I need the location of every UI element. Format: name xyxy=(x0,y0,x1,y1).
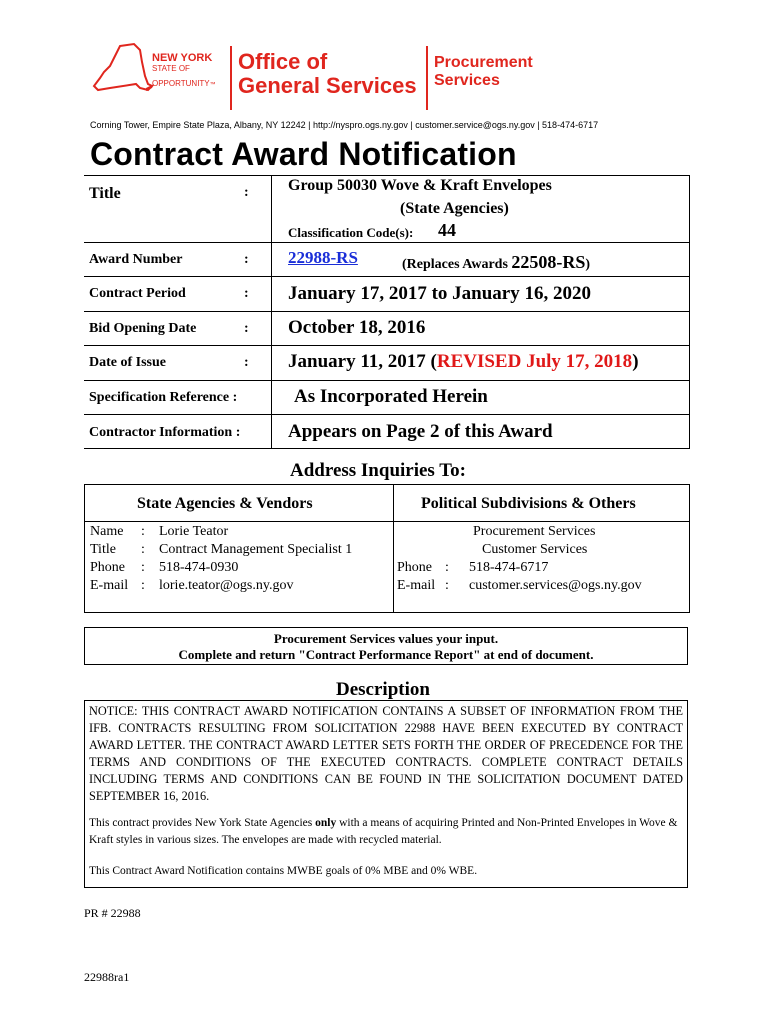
row-date-of-issue xyxy=(84,345,690,381)
row-spec-reference xyxy=(84,380,690,415)
para-text-bold: only xyxy=(315,817,337,829)
contact-phone: 518-474-0930 xyxy=(159,560,239,575)
title-value-line1: Group 50030 Wove & Kraft Envelopes xyxy=(288,177,552,194)
contractor-value: Appears on Page 2 of this Award xyxy=(288,421,553,442)
para-text-b: with a means of acquiring Printed and Non-Printed Envelopes in Wove & Kraft styles in various sizes. The envelopes are made with recycled material. xyxy=(89,817,678,846)
title-value-line2: (State Agencies) xyxy=(400,200,509,217)
right-email[interactable]: customer.services@ogs.ny.gov xyxy=(469,578,642,593)
ny-brand-tm: ™ xyxy=(209,82,216,88)
ny-brand-line3: OPPORTUNITY xyxy=(152,79,210,88)
title-label: Title xyxy=(89,185,121,202)
logo-divider-2 xyxy=(426,46,428,110)
spec-value: As Incorporated Herein xyxy=(294,386,488,407)
email-label: E-mail xyxy=(90,578,129,593)
period-value: January 17, 2017 to January 16, 2020 xyxy=(288,283,591,304)
ny-state-map-icon xyxy=(90,42,156,102)
contact-email[interactable]: lorie.teator@ogs.ny.gov xyxy=(159,578,294,593)
header-logos xyxy=(90,42,560,112)
award-info-table xyxy=(84,175,690,448)
page-title: Contract Award Notification xyxy=(90,136,517,172)
replaces-prefix: (Replaces Awards xyxy=(402,257,508,272)
issue-label: Date of Issue xyxy=(89,355,166,370)
feedback-line2: Complete and return "Contract Performance Report" at end of document. xyxy=(178,647,594,662)
row-contractor-info xyxy=(84,414,690,449)
row-contract-period xyxy=(84,276,690,312)
name-label: Name xyxy=(90,524,124,539)
ogs-name-line2: General Services xyxy=(238,73,417,98)
issue-date: January 11, 2017 ( xyxy=(288,351,437,372)
contacts-divider-v xyxy=(393,485,394,612)
award-colon: : xyxy=(244,252,249,267)
ogs-name-line1: Office of xyxy=(238,49,328,74)
right-column-heading: Political Subdivisions & Others xyxy=(421,495,636,512)
period-label: Contract Period xyxy=(89,286,186,301)
header-address: Corning Tower, Empire State Plaza, Albany, NY 12242 | http://nyspro.ogs.ny.gov | customer.service@ogs.ny.gov | 518-474-6717 xyxy=(90,120,599,130)
logo-divider-1 xyxy=(230,46,232,110)
procurement-line2: Services xyxy=(434,72,500,89)
left-column-heading: State Agencies & Vendors xyxy=(137,495,313,512)
issue-value xyxy=(288,351,639,373)
title-colon: : xyxy=(244,185,249,200)
para-text-a: This contract provides New York State Agencies xyxy=(89,817,316,829)
ny-brand-line2: STATE OF xyxy=(152,64,190,73)
contact-title: Contract Management Specialist 1 xyxy=(159,542,353,557)
phone-label: Phone xyxy=(90,560,125,575)
description-notice: NOTICE: THIS CONTRACT AWARD NOTIFICATION CONTAINS A SUBSET OF INFORMATION FROM THE IFB. CONTRACTS RESULTING FROM SOLICITATION 22988 HAVE BEEN EXECUTED BY CONTRACT AWARD LETTER. THE CONTRACT AWARD LETTER SETS FORTH THE ORDER OF PRECEDENCE FOR THE TERMS AND CONDITIONS OF THE EXECUTED CONTRACTS. COMPLETE CONTRACT DETAILS INCLUDING TERMS AND CONDITIONS CAN BE FOUND IN THE SOLICITATION DOCUMENT DATED SEPTEMBER 16, 2016. xyxy=(89,704,683,803)
spec-label: Specification Reference : xyxy=(89,390,238,405)
replaces-value: 22508-RS xyxy=(511,252,586,272)
feedback-box xyxy=(84,627,688,665)
classification-label: Classification Code(s): xyxy=(288,225,414,240)
bid-value: October 18, 2016 xyxy=(288,317,426,338)
right-phone-label: Phone xyxy=(397,560,432,575)
right-email-sep: : xyxy=(445,578,449,593)
classification-value: 44 xyxy=(438,220,456,240)
feedback-line1: Procurement Services values your input. xyxy=(273,631,499,646)
row-title xyxy=(84,176,690,243)
bid-label: Bid Opening Date xyxy=(89,321,197,336)
row-award-number xyxy=(84,242,690,277)
description-paragraph xyxy=(89,815,683,849)
title-field-label: Title xyxy=(90,542,116,557)
inquiries-heading: Address Inquiries To: xyxy=(290,460,466,481)
name-sep: : xyxy=(141,524,145,539)
award-label: Award Number xyxy=(89,252,183,267)
issue-revised: REVISED July 17, 2018 xyxy=(436,351,633,372)
ny-brand-line1: NEW YORK xyxy=(152,52,213,64)
description-box xyxy=(84,700,688,888)
right-line1: Procurement Services xyxy=(473,524,596,539)
right-line2: Customer Services xyxy=(482,542,588,557)
document-id: 22988ra1 xyxy=(84,970,130,984)
replaces-suffix: ) xyxy=(585,257,591,272)
mwbe-statement: This Contract Award Notification contains MWBE goals of 0% MBE and 0% WBE. xyxy=(89,865,478,877)
email-sep: : xyxy=(141,578,145,593)
award-number-link[interactable]: 22988-RS xyxy=(288,248,358,267)
period-colon: : xyxy=(244,286,249,301)
procurement-line1: Procurement xyxy=(434,54,533,71)
replaces-awards xyxy=(402,252,590,273)
title-sep: : xyxy=(141,542,145,557)
issue-colon: : xyxy=(244,355,249,370)
contacts-box xyxy=(84,484,690,613)
row-bid-opening xyxy=(84,311,690,346)
contractor-label: Contractor Information : xyxy=(89,425,241,440)
contact-name: Lorie Teator xyxy=(159,524,229,539)
phone-sep: : xyxy=(141,560,145,575)
description-heading: Description xyxy=(336,679,430,700)
bid-colon: : xyxy=(244,321,249,336)
pr-number: PR # 22988 xyxy=(84,906,141,920)
issue-close: ) xyxy=(632,351,639,372)
right-email-label: E-mail xyxy=(397,578,436,593)
right-phone-sep: : xyxy=(445,560,449,575)
contacts-divider-h xyxy=(85,521,689,522)
right-phone: 518-474-6717 xyxy=(469,560,549,575)
